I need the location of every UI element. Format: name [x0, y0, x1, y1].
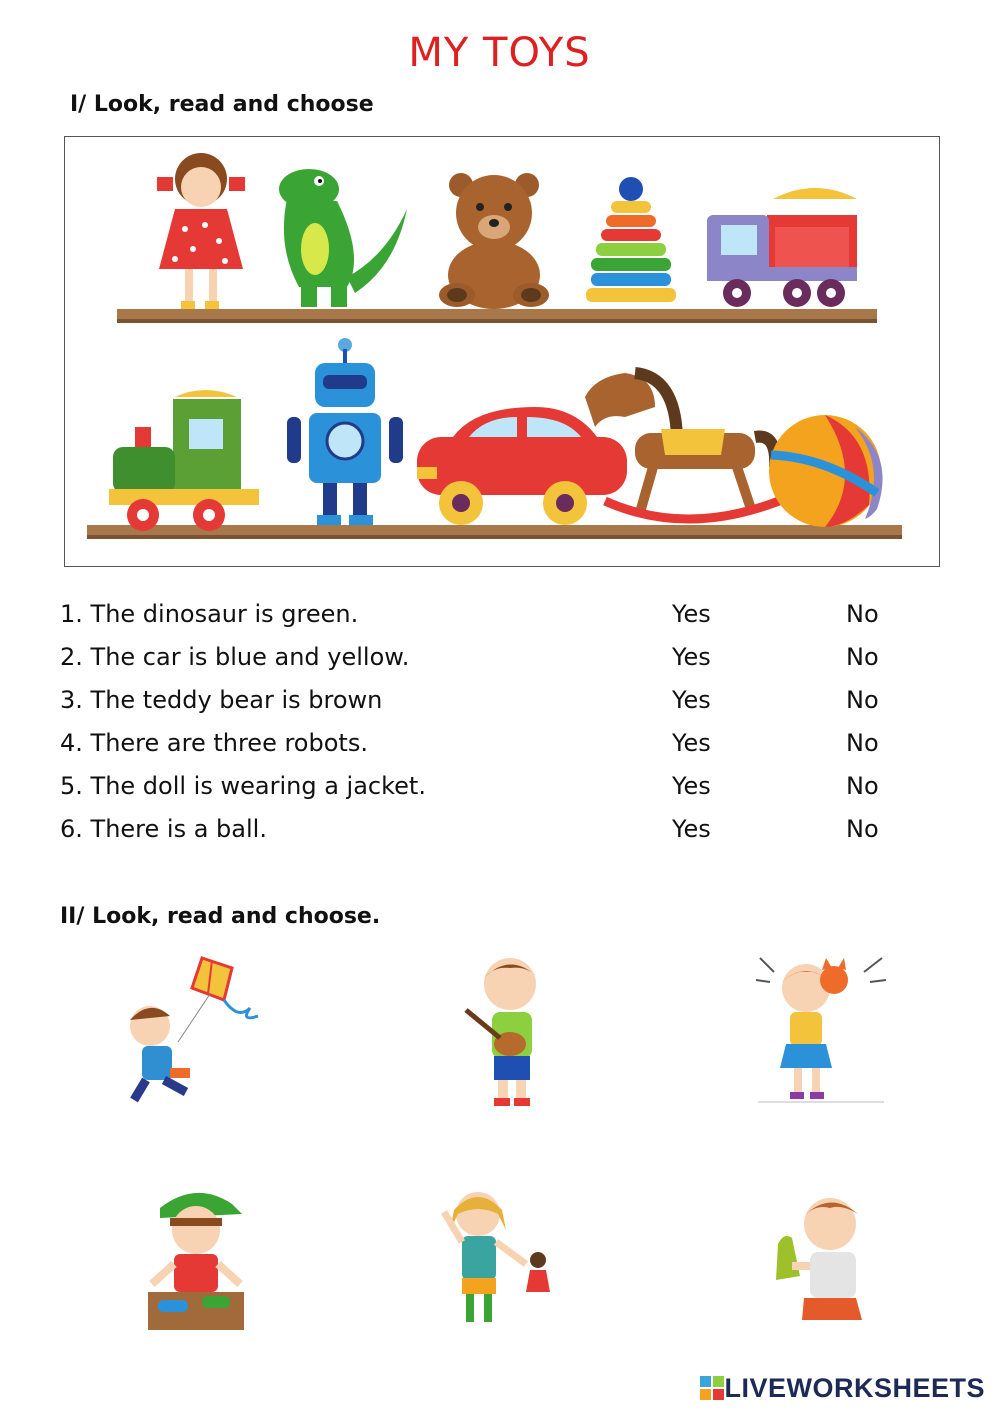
answer-yes[interactable]: Yes	[672, 686, 711, 714]
question-text: 2. The car is blue and yellow.	[60, 643, 410, 671]
question-text: 1. The dinosaur is green.	[60, 600, 359, 628]
liveworksheets-logo-text: LIVEWORKSHEETS	[724, 1372, 985, 1403]
question-row	[60, 686, 940, 722]
answer-yes[interactable]: Yes	[672, 643, 711, 671]
boy-with-toy-cars-image	[146, 1184, 246, 1332]
girl-with-puppet-image	[756, 952, 886, 1104]
teddy-bear-icon	[439, 173, 549, 309]
answer-no[interactable]: No	[846, 729, 879, 757]
answer-no[interactable]: No	[846, 772, 879, 800]
question-text: 6. There is a ball.	[60, 815, 267, 843]
liveworksheets-logo-icon	[700, 1376, 724, 1400]
dinosaur-icon	[279, 169, 407, 307]
answer-no[interactable]: No	[846, 815, 879, 843]
truck-icon	[707, 188, 857, 307]
page-title: MY TOYS	[408, 30, 591, 76]
robot-icon	[287, 338, 403, 525]
answer-yes[interactable]: Yes	[672, 772, 711, 800]
answer-yes[interactable]: Yes	[672, 729, 711, 757]
question-text: 4. There are three robots.	[60, 729, 368, 757]
question-text: 3. The teddy bear is brown	[60, 686, 383, 714]
question-row	[60, 815, 940, 851]
answer-no[interactable]: No	[846, 643, 879, 671]
answer-yes[interactable]: Yes	[672, 600, 711, 628]
question-row	[60, 772, 940, 808]
answer-no[interactable]: No	[846, 686, 879, 714]
boy-with-toy-dinosaur-image	[770, 1190, 866, 1330]
doll-icon	[157, 153, 245, 309]
train-icon	[109, 390, 259, 531]
question-row	[60, 600, 940, 636]
answer-no[interactable]: No	[846, 600, 879, 628]
boy-playing-guitar-image	[460, 952, 550, 1112]
ring-stacker-icon	[586, 177, 676, 302]
toy-shelf-illustration	[64, 136, 940, 567]
question-row	[60, 729, 940, 765]
liveworksheets-logo	[700, 1372, 985, 1404]
ball-icon	[769, 415, 883, 527]
question-row	[60, 643, 940, 679]
section-2-heading: II/ Look, read and choose.	[60, 904, 381, 929]
section-1-heading: I/ Look, read and choose	[70, 92, 374, 117]
question-text: 5. The doll is wearing a jacket.	[60, 772, 426, 800]
girl-with-doll-image	[440, 1184, 558, 1332]
boy-flying-kite-image	[120, 950, 270, 1110]
answer-yes[interactable]: Yes	[672, 815, 711, 843]
